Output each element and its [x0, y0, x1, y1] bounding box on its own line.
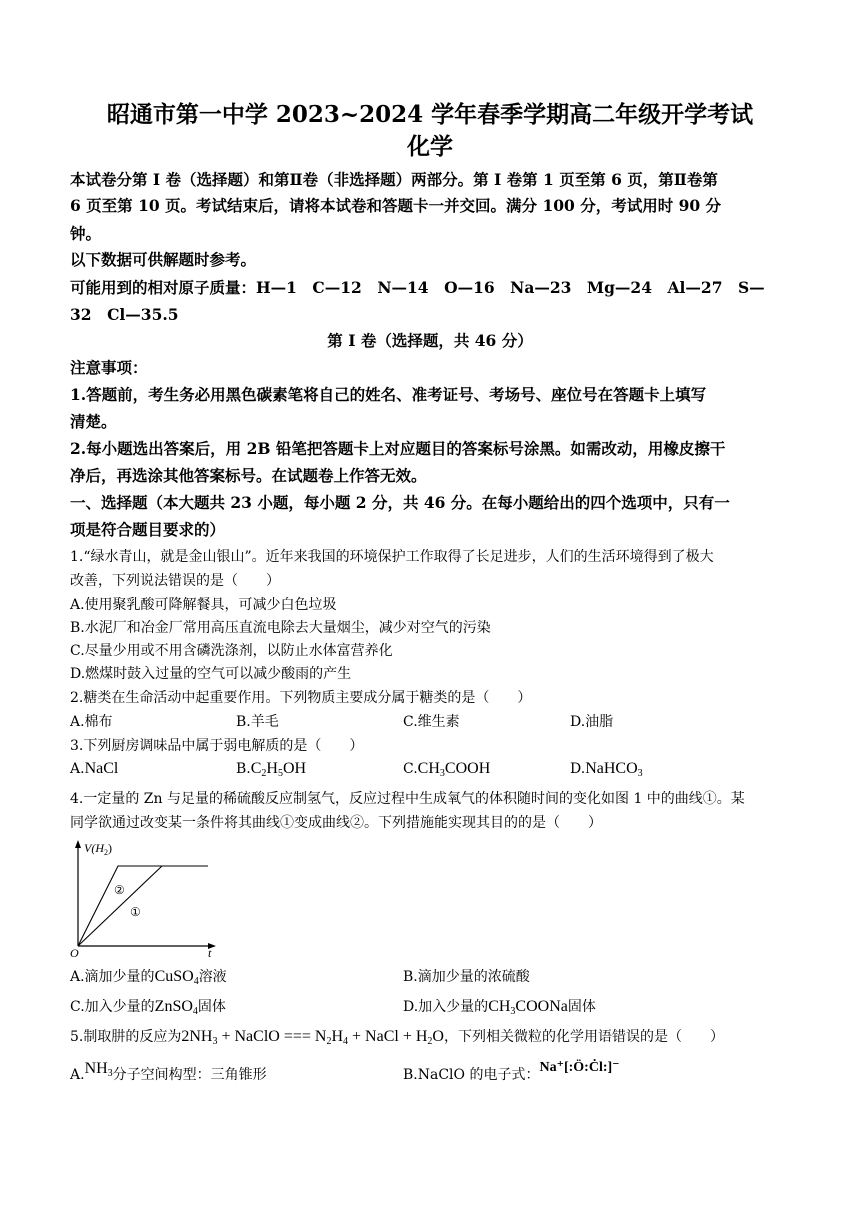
option-c: [403, 760, 490, 778]
question-stem: 改善，下列说法错误的是（ ）: [70, 573, 280, 589]
curve-2-label: ②: [114, 883, 125, 897]
option-b: B.水泥厂和冶金厂常用高压直流电除去大量烟尘，减少对空气的污染: [70, 620, 491, 636]
question-stem: 同学欲通过改变某一条件将其曲线①变成曲线②。下列措施能实现其目的的是（ ）: [70, 815, 602, 831]
atomic-mass-line: 可能用到的相对原子质量：H—1 C—12 N—14 O—16 Na—23 Mg—24 Al—27 S—: [70, 278, 765, 297]
section-heading: 第 I 卷（选择题，共 46 分）: [327, 331, 533, 350]
part-heading: 项是符合题目要求的）: [70, 520, 226, 539]
electron-formula-naclo: Na⁺[:Ö:Ċl:]⁻: [539, 1060, 620, 1075]
intro-line: 6 页至第 10 页。考试结束后，请将本试卷和答题卡一并交回。满分 100 分，考试用时 90 分: [70, 196, 722, 215]
notice-item: 1.答题前，考生务必用黑色碳素笔将自己的姓名、准考证号、考场号、座位号在答题卡上填写: [70, 385, 707, 404]
option-c: C.加入少量的ZnSO$_4$固体: [70, 998, 226, 1017]
option-d: D.油脂: [570, 714, 614, 730]
option-label: B.: [236, 761, 251, 777]
option-a: [70, 760, 118, 778]
x-axis-label: t: [208, 946, 212, 960]
subject-title: 化学: [407, 133, 453, 160]
option-a: A.棉布: [70, 714, 113, 730]
formula-nahco3: NaHCO$_3$: [585, 760, 643, 779]
option-b: B.NaClO 的电子式：Na⁺[:Ö:Ċl:]⁻: [403, 1060, 620, 1083]
option-label: A.: [70, 761, 85, 777]
intro-line: 钟。: [70, 224, 102, 243]
part-heading: 一、选择题（本大题共 23 小题，每小题 2 分，共 46 分。在每小题给出的四个选项中，只有一: [70, 493, 730, 512]
y-axis-label: $V(H_2)$: [84, 841, 112, 857]
option-d: D.加入少量的$CH_3COONa$固体: [403, 998, 596, 1017]
notice-item: 清楚。: [70, 412, 117, 431]
question-stem: 1.“绿水青山，就是金山银山”。近年来我国的环境保护工作取得了长足进步，人们的生活环境得到了极大: [70, 549, 714, 565]
formula-acetic-acid: $CH_3COOH$: [417, 760, 491, 779]
formula-znso4: ZnSO$_4$: [154, 998, 198, 1017]
option-c: C.维生素: [403, 714, 460, 730]
option-a: $A.NH_3$分子空间构型：三角锥形: [70, 1060, 267, 1083]
curve-1: [78, 866, 162, 946]
curve-1-label: ①: [130, 905, 141, 919]
atomic-mass-line: 32 Cl—35.5: [70, 305, 179, 324]
question-stem: 4.一定量的 Zn 与足量的稀硫酸反应制氢气，反应过程中生成氧气的体积随时间的变化如图 1 中的曲线①。某: [70, 791, 745, 807]
exam-title: 昭通市第一中学 2023~2024 学年春季学期高二年级开学考试: [106, 101, 754, 128]
option-d: [570, 760, 643, 778]
notice-item: 净后，再选涂其他答案标号。在试题卷上作答无效。: [70, 466, 427, 485]
curve-2: [78, 866, 208, 946]
option-c: C.尽量少用或不用含磷洗涤剂，以防止水体富营养化: [70, 643, 393, 659]
formula-nacl: NaCl: [84, 760, 119, 777]
formula-nh3: $NH_3$: [84, 1060, 113, 1079]
formula-cuso4: CuSO$_4$: [154, 968, 199, 987]
notice-item: 2.每小题选出答案后，用 2B 铅笔把答题卡上对应题目的答案标号涂黑。如需改动，用橡皮擦干: [70, 439, 726, 458]
option-b: B.滴加少量的浓硫酸: [403, 969, 530, 985]
question-stem: 2.糖类在生命活动中起重要作用。下列物质主要成分属于糖类的是（ ）: [70, 690, 532, 706]
option-label: C.: [403, 761, 418, 777]
volume-time-graph: [72, 838, 222, 960]
y-axis-arrow: [75, 840, 81, 848]
option-a: A.滴加少量的CuSO$_4$溶液: [70, 968, 227, 987]
option-b: B.羊毛: [236, 714, 279, 730]
question-stem: 5.制取肼的反应为$2NH_3$ + NaClO === $N_2H_4$ + NaCl + $H_2O$，下列相关微粒的化学用语错误的是（ ）: [70, 1028, 724, 1047]
intro-line: 以下数据可供解题时参考。: [70, 250, 257, 269]
option-d: D.燃煤时鼓入过量的空气可以减少酸雨的产生: [70, 666, 352, 682]
formula-ch3coona: $CH_3COONa$: [488, 998, 568, 1017]
notice-label: 注意事项：: [70, 358, 148, 377]
question-stem: 3.下列厨房调味品中属于弱电解质的是（ ）: [70, 738, 364, 754]
option-b: [236, 760, 306, 778]
formula-ethanol: $C_2H_5OH$: [250, 760, 307, 779]
reaction-equation: $2NH_3$ + NaClO === $N_2H_4$ + NaCl + $H_2O$: [181, 1028, 444, 1047]
option-a: A.使用聚乳酸可降解餐具，可减少白色垃圾: [70, 597, 337, 613]
intro-line: 本试卷分第 I 卷（选择题）和第Ⅱ卷（非选择题）两部分。第 I 卷第 1 页至第 6 页，第Ⅱ卷第: [70, 170, 718, 189]
origin-label: O: [70, 946, 79, 960]
option-label: D.: [570, 761, 586, 777]
